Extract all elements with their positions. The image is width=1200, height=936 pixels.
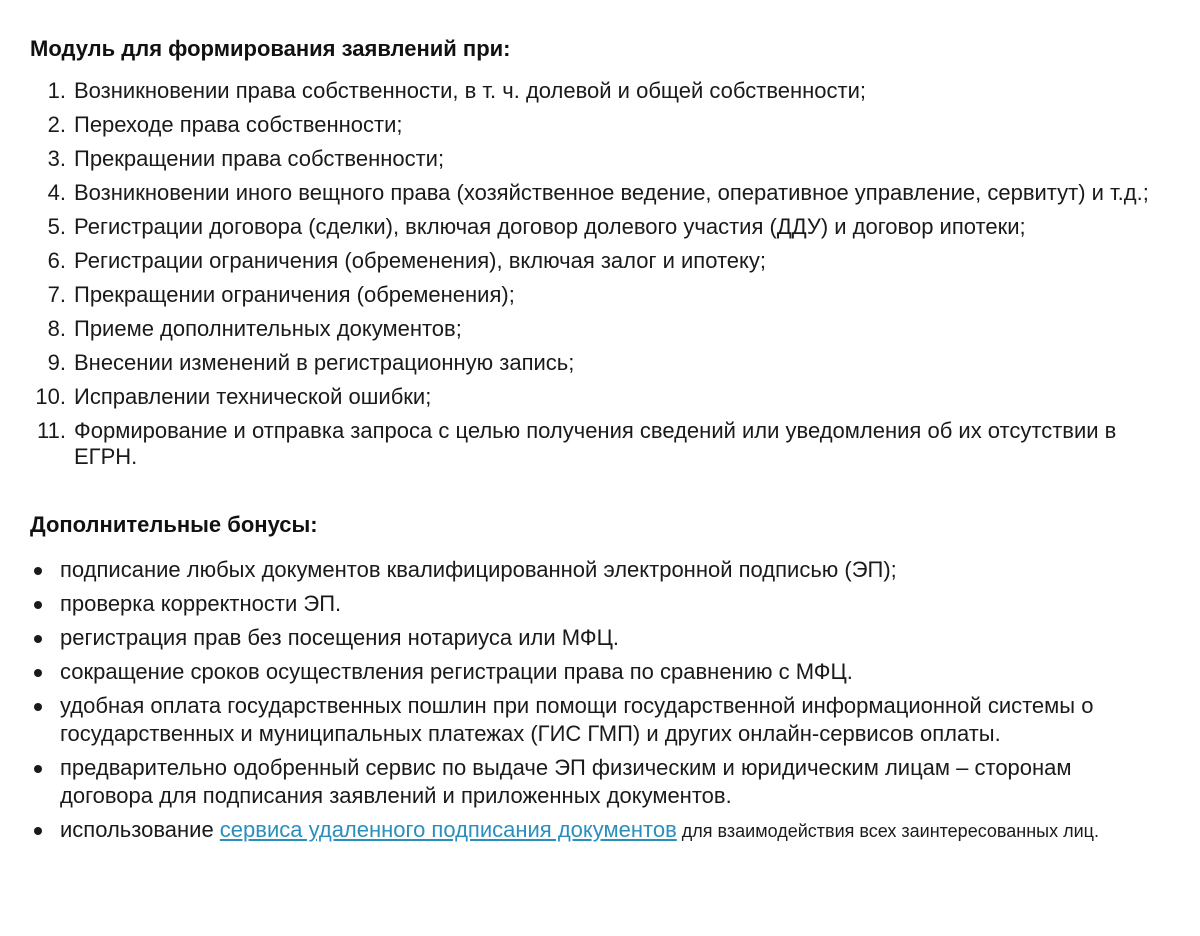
list-item [30,316,1170,342]
list-item [30,146,1170,172]
list-item-text: сокращение сроков осуществления регистрации права по сравнению с МФЦ. [60,659,853,684]
remote-signing-service-link[interactable]: сервиса удаленного подписания документов [219,817,677,842]
list-number: 4. [47,180,66,205]
list-item [30,556,1170,584]
list-number: 11. [37,418,66,443]
list-item-suffix: для взаимодействия всех заинтересованных лиц. [676,821,1099,841]
bonuses-heading: Дополнительные бонусы: [30,512,318,537]
bullet-icon [34,635,42,643]
list-item-text: Переходе права собственности; [74,112,403,137]
bonuses-list [30,556,1170,845]
list-item [30,112,1170,138]
list-item-text: Формирование и отправка запроса с целью получения сведений или уведомления об их отсутствии в ЕГРН. [74,418,1117,469]
list-item-text: Регистрации ограничения (обременения), включая залог и ипотеку; [74,248,767,273]
list-item-text: Исправлении технической ошибки; [74,384,432,409]
list-item [30,418,1170,470]
list-number: 9. [47,350,66,375]
list-item [30,214,1170,240]
list-item [30,590,1170,618]
list-number: 8. [47,316,66,341]
list-item-text: Регистрации договора (сделки), включая договор долевого участия (ДДУ) и договор ипотеки; [74,214,1026,239]
list-item-text: удобная оплата государственных пошлин при помощи государственной информационной системы о государственных и муниципальных платежах (ГИС ГМП) и других онлайн-сервисов оплаты. [60,693,1094,746]
list-item [30,350,1170,376]
statement-types-list [30,78,1170,470]
list-item-text: Прекращении ограничения (обременения); [74,282,515,307]
list-item-prefix: использование [60,817,220,842]
list-item-text: регистрация прав без посещения нотариуса или МФЦ. [60,625,619,650]
list-number: 1. [47,78,66,103]
list-item [30,248,1170,274]
list-number: 6. [47,248,66,273]
bonuses-section [30,510,1170,845]
list-item [30,816,1170,845]
bullet-icon [34,703,42,711]
list-item [30,282,1170,308]
list-item-text: подписание любых документов квалифицированной электронной подписью (ЭП); [60,557,897,582]
bullet-icon [34,827,42,835]
list-item-text: Прекращении права собственности; [74,146,445,171]
list-item-text: проверка корректности ЭП. [60,591,342,616]
list-item [30,180,1170,206]
bullet-icon [34,601,42,609]
list-item [30,624,1170,652]
list-item-text: предварительно одобренный сервис по выдаче ЭП физическим и юридическим лицам – сторонам договора для подписания заявлений и приложенных документов. [60,755,1072,808]
statement-module-heading: Модуль для формирования заявлений при: [30,36,511,61]
list-number: 10. [35,384,66,409]
list-item [30,754,1170,810]
bullet-icon [34,669,42,677]
list-item-text: Возникновении иного вещного права (хозяйственное ведение, оперативное управление, сервитут) и т.д.; [74,180,1149,205]
list-number: 3. [47,146,66,171]
list-item-text: Приеме дополнительных документов; [74,316,462,341]
statement-module-section [30,34,1170,470]
list-item [30,78,1170,104]
list-number: 7. [47,282,66,307]
list-number: 2. [47,112,66,137]
list-item [30,384,1170,410]
list-item [30,692,1170,748]
list-item-text: Внесении изменений в регистрационную запись; [74,350,575,375]
bullet-icon [34,765,42,773]
list-number: 5. [47,214,66,239]
bullet-icon [34,567,42,575]
list-item-text: Возникновении права собственности, в т. ч. долевой и общей собственности; [74,78,867,103]
list-item [30,658,1170,686]
